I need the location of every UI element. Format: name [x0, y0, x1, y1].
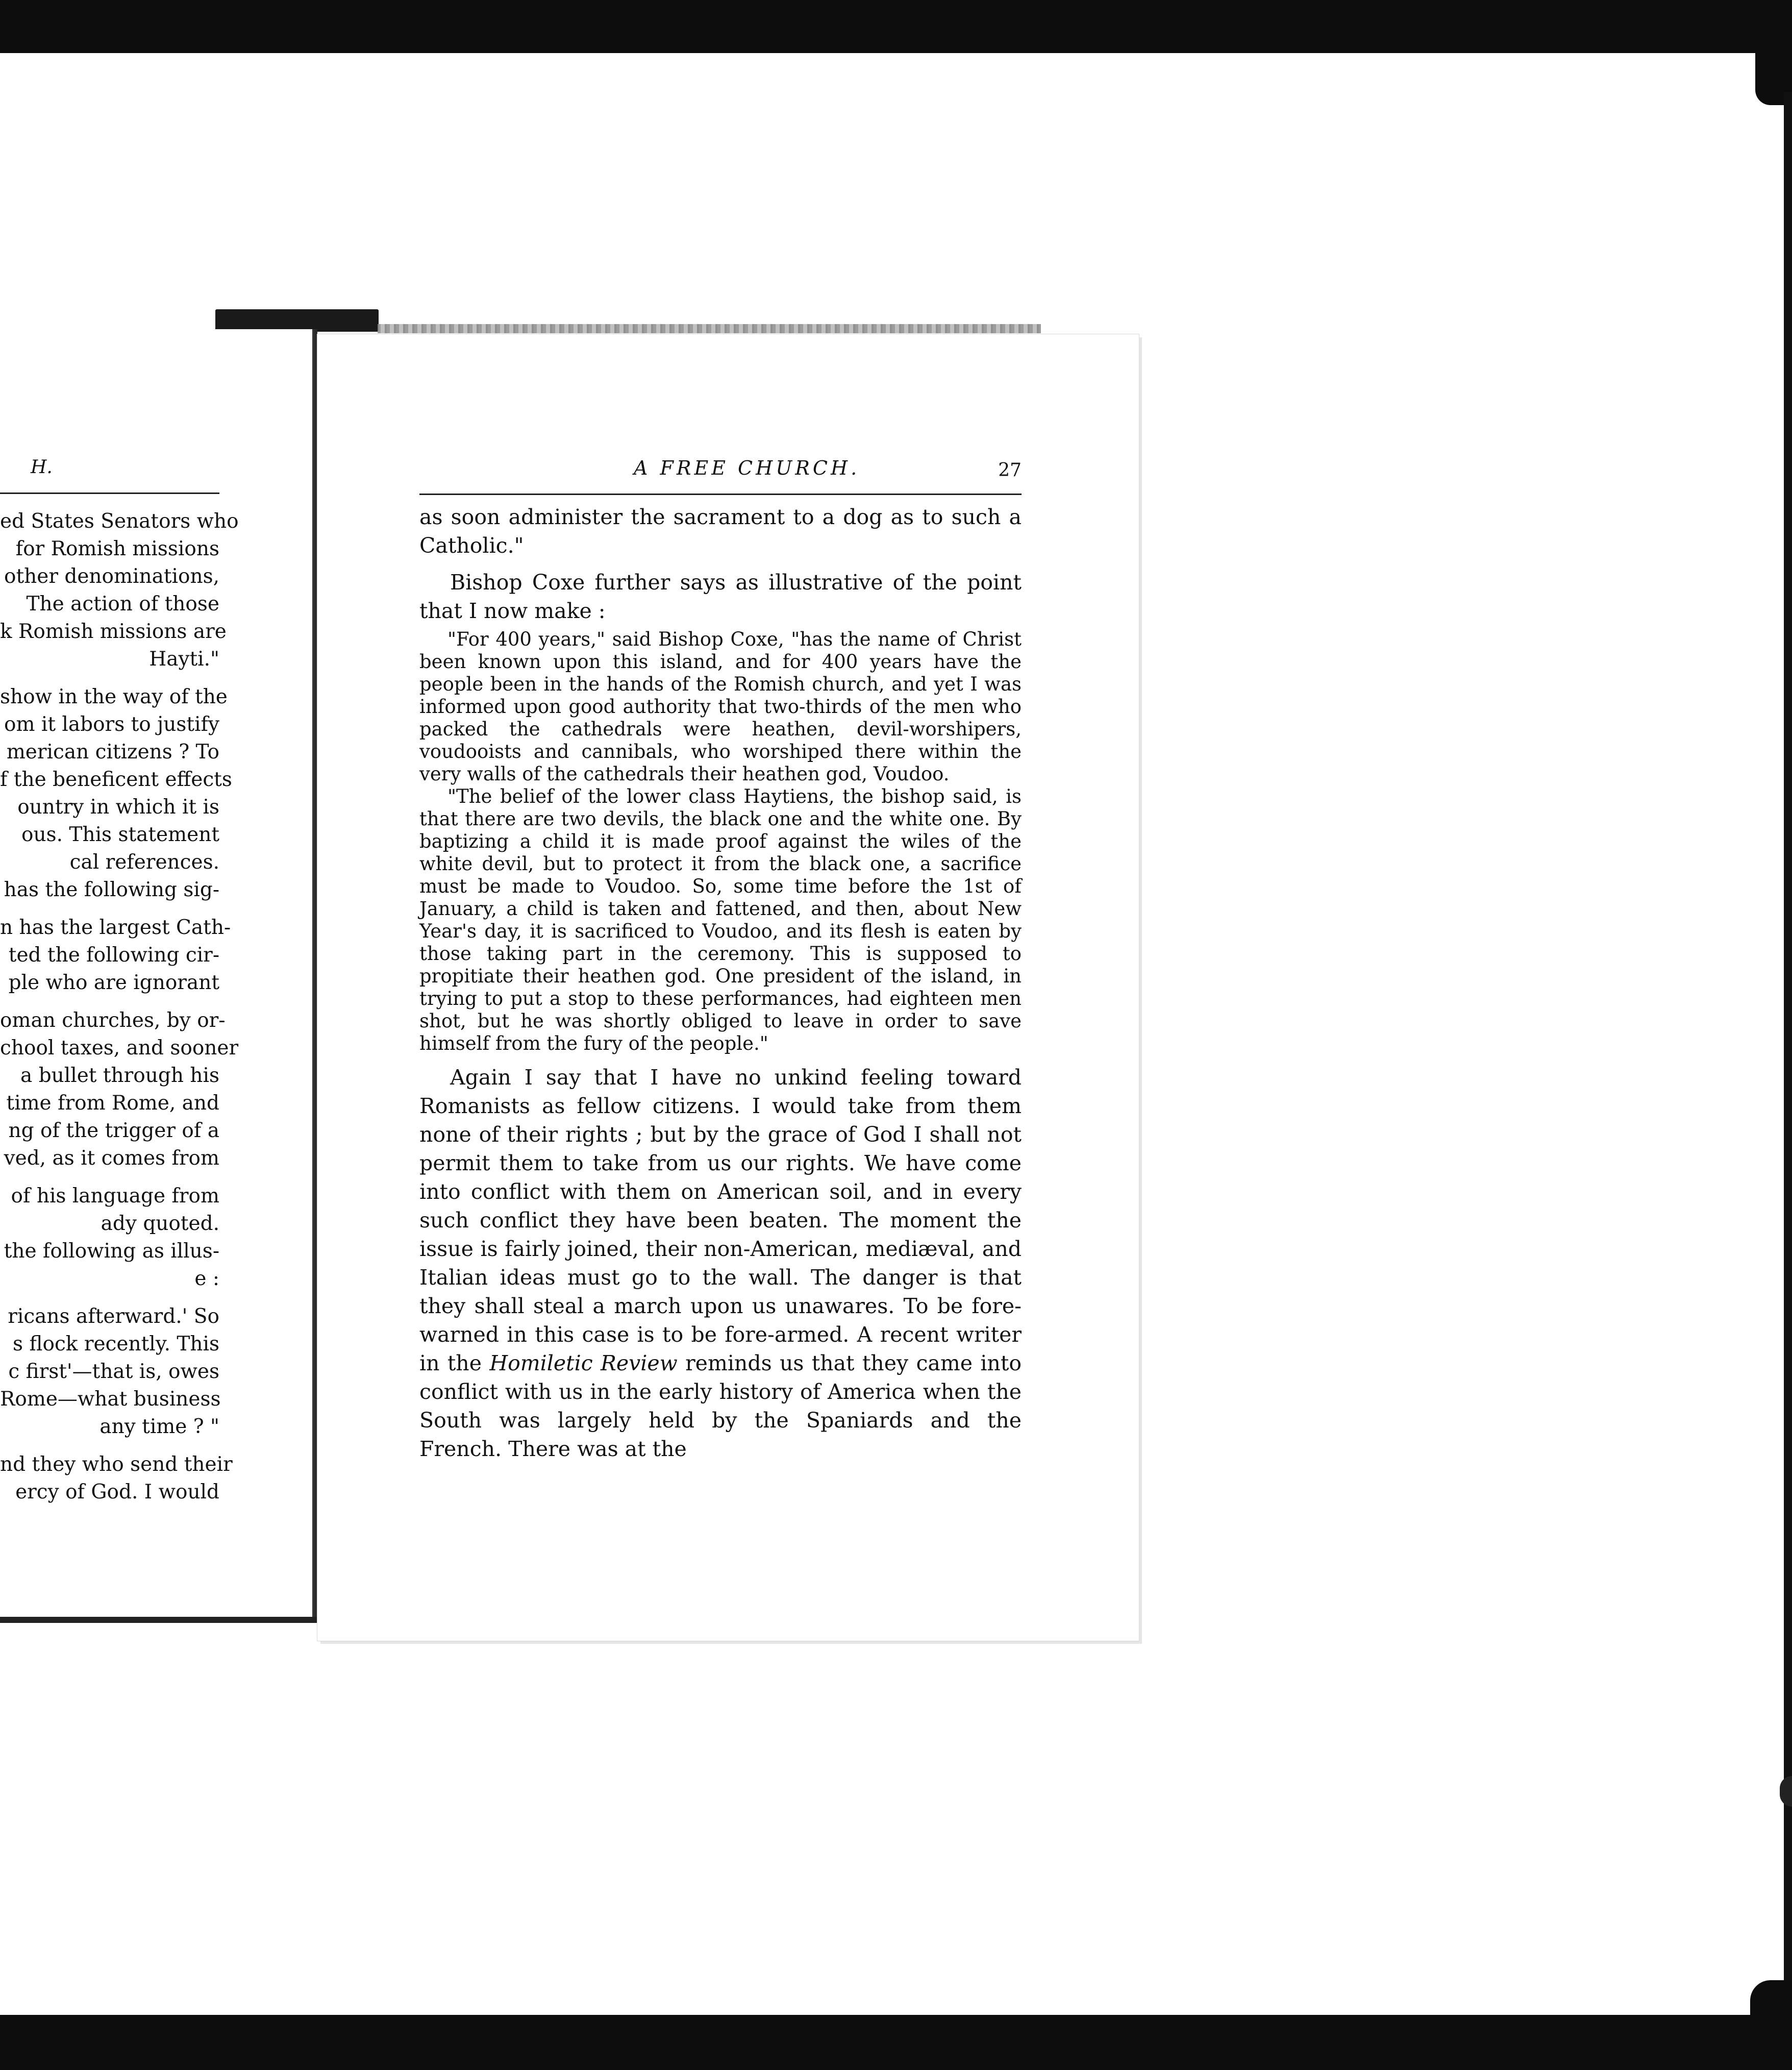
- left-text-line: ed States Senators who: [0, 510, 239, 533]
- left-paragraph-gap: [0, 1293, 219, 1303]
- left-text-line: for Romish missions: [15, 537, 219, 560]
- left-text-line: nd they who send their: [0, 1453, 233, 1476]
- left-text-line: ercy of God. I would: [15, 1481, 219, 1504]
- page-body: [419, 503, 1022, 1463]
- left-paragraph-gap: [0, 673, 219, 683]
- paragraph-romanists-text-b: reminds us that they came into conflict with us in the early history of America when the South was largely held by the Spaniards and the French. There was at the: [419, 1351, 1022, 1461]
- running-head: [419, 457, 1022, 487]
- left-text-line: other denominations,: [4, 565, 219, 588]
- left-text-line: ved, as it comes from: [4, 1147, 219, 1170]
- left-page-text: [0, 508, 239, 1506]
- book-edge-strip: [378, 324, 1041, 333]
- left-page: [0, 329, 314, 1618]
- left-running-head: [0, 457, 219, 477]
- left-text-line: c first'—that is, owes: [8, 1360, 219, 1383]
- left-text-line: merican citizens ? To: [6, 741, 219, 763]
- left-text-line: time from Rome, and: [6, 1092, 219, 1115]
- scan-border-corner-bottom: [1750, 1980, 1792, 2021]
- left-text-line: n has the largest Cath-: [0, 916, 231, 939]
- left-text-line: e :: [194, 1267, 219, 1290]
- left-paragraph-gap: [0, 997, 219, 1007]
- left-text-line: The action of those: [26, 593, 219, 615]
- left-text-line: Rome—what business: [0, 1388, 221, 1411]
- scan-notch: [1780, 1776, 1792, 1807]
- left-text-line: Hayti.": [149, 648, 219, 671]
- head-rule: [419, 494, 1022, 495]
- left-text-line: s flock recently. This: [13, 1333, 219, 1356]
- quote-belief-haytiens: "The belief of the lower class Haytiens, the bishop said, is that there are two devils, the black one and the white one. By baptizing a child it is made proof against the wiles of the white devil, but to protect it from the black one, a sacrifice must be made to Voudoo. So, some time before the 1st of January, a child is taken and fattened, and then, about New Year's day, it is sacrificed to Voudoo, and its flesh is eaten by those taking part in the ceremony. This is supposed to propitiate their heathen god. One president of the island, in trying to put a stop to these performances, had eighteen men shot, but he was shortly obliged to leave in order to save himself from the fury of the people.": [419, 785, 1022, 1054]
- left-text-line: a bullet through his: [20, 1064, 219, 1087]
- paragraph-romanists-text-a: Again I say that I have no unkind feeling toward Romanists as fellow citizens. I would take from them none of their rights ; but by the grace of God I shall not permit them to take from us our rights. We have come into conflict with them on American soil, and in every such conflict they have been beaten. The moment the issue is fairly joined, their non-American, mediæval, and Italian ideas must go to the wall. The danger is that they shall steal a march upon us unawares. To be fore-warned in this case is to be fore-armed. A recent writer in the: [419, 1065, 1022, 1375]
- left-text-line: ted the following cir-: [8, 944, 219, 967]
- scan-border-right: [1784, 92, 1792, 1990]
- left-text-line: f the beneficent effects: [0, 768, 232, 791]
- paragraph-continuation: as soon administer the sacrament to a dog as to such a Catholic.": [419, 505, 1022, 558]
- left-text-line: the following as illus-: [4, 1240, 219, 1263]
- left-paragraph-gap: [0, 1441, 219, 1451]
- running-title: A FREE CHURCH.: [634, 457, 860, 479]
- left-text-line: ng of the trigger of a: [8, 1119, 219, 1142]
- left-text-line: has the following sig-: [4, 878, 219, 901]
- left-text-line: of his language from: [11, 1185, 219, 1208]
- left-head-rule: [0, 492, 219, 494]
- scan-border-bottom: [0, 2015, 1792, 2070]
- left-text-line: oman churches, by or-: [0, 1009, 226, 1032]
- right-page: [317, 334, 1139, 1641]
- left-text-line: chool taxes, and sooner: [0, 1037, 239, 1059]
- left-text-line: k Romish missions are: [0, 620, 227, 643]
- homiletic-review-title: Homiletic Review: [489, 1351, 678, 1375]
- paragraph-romanists: [419, 1063, 1022, 1463]
- left-text-line: ountry in which it is: [17, 796, 219, 819]
- book-edge-dark: [215, 309, 379, 332]
- paragraph-bishop-coxe: Bishop Coxe further says as illustrative of the point that I now make :: [419, 570, 1022, 623]
- left-paragraph-gap: [0, 1172, 219, 1182]
- quote-400-years: "For 400 years," said Bishop Coxe, "has the name of Christ been known upon this island, and for 400 years have the people been in the hands of the Romish church, and yet I was informed upon good authority that two-thirds of the men who packed the cathedrals were heathen, devil-worshipers, voudooists and cannibals, who worshiped there within the very walls of the cathedrals their heathen god, Voudoo.: [419, 628, 1022, 785]
- scan-border-top: [0, 0, 1792, 53]
- left-text-line: show in the way of the: [0, 685, 228, 708]
- left-text-line: ady quoted.: [101, 1212, 219, 1235]
- left-text-line: ple who are ignorant: [8, 971, 219, 994]
- left-text-line: om it labors to justify: [4, 713, 219, 736]
- left-text-line: ricans afterward.' So: [8, 1305, 219, 1328]
- page-number: 27: [998, 460, 1022, 481]
- left-text-line: any time ? ": [99, 1415, 219, 1438]
- left-paragraph-gap: [0, 904, 219, 914]
- left-text-line: ous. This statement: [21, 823, 219, 846]
- left-running-head-text: H.: [31, 457, 53, 478]
- left-text-line: cal references.: [69, 851, 219, 874]
